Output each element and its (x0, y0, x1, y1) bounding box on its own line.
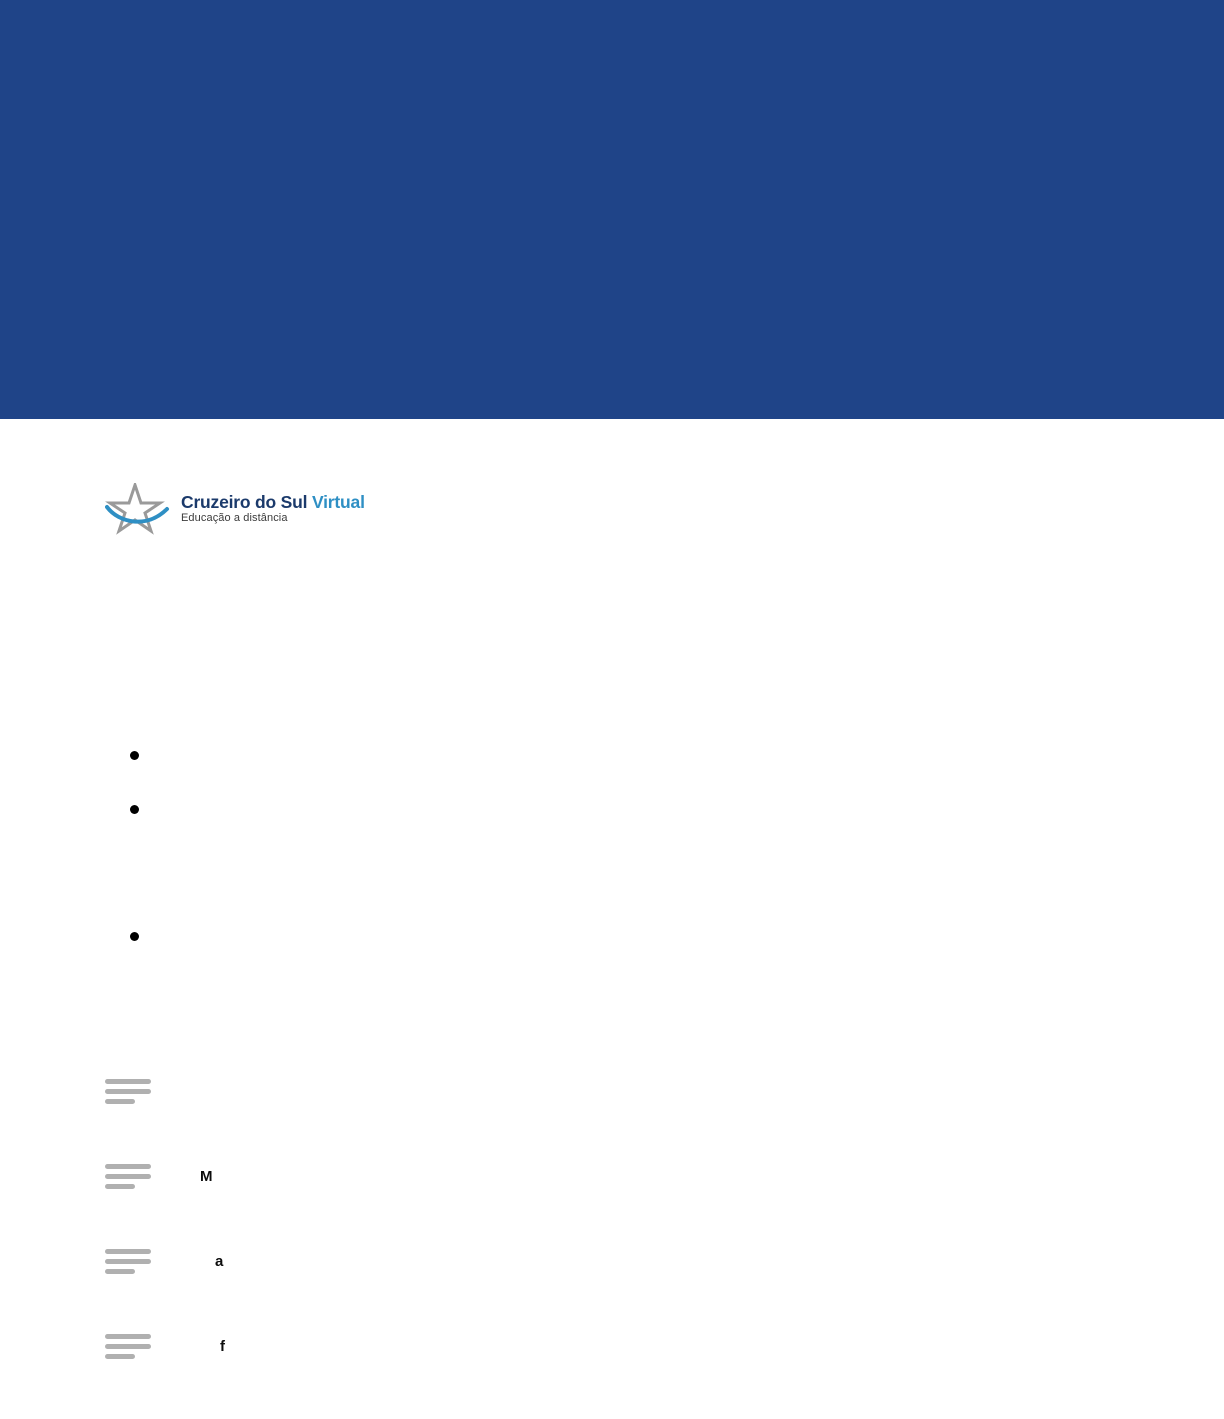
list-item[interactable] (105, 1079, 1105, 1164)
list-item (105, 799, 1105, 817)
row-label: f (220, 1338, 225, 1355)
list-item[interactable] (105, 1334, 1105, 1419)
logo-title-main: Cruzeiro do Sul (181, 492, 308, 513)
star-swoosh-icon (105, 483, 173, 535)
list-item (105, 745, 1105, 763)
top-banner (0, 0, 1224, 419)
bullet-list (105, 745, 1105, 944)
list-spacer (105, 763, 1105, 799)
list-item (105, 926, 1105, 944)
menu-lines-icon (105, 1334, 153, 1366)
row-list (105, 1079, 1105, 1419)
list-item[interactable] (105, 1164, 1105, 1249)
list-item[interactable] (105, 1249, 1105, 1334)
logo-title (181, 493, 365, 511)
row-label: M (200, 1168, 213, 1185)
menu-lines-icon (105, 1249, 153, 1281)
logo-title-accent: Virtual (311, 492, 365, 513)
menu-lines-icon (105, 1079, 153, 1111)
logo-text (181, 493, 365, 525)
logo-subtitle: Educação a distância (181, 512, 288, 525)
menu-lines-icon (105, 1164, 153, 1196)
list-spacer (105, 817, 1105, 926)
row-label: a (215, 1253, 224, 1270)
logo (105, 481, 385, 537)
